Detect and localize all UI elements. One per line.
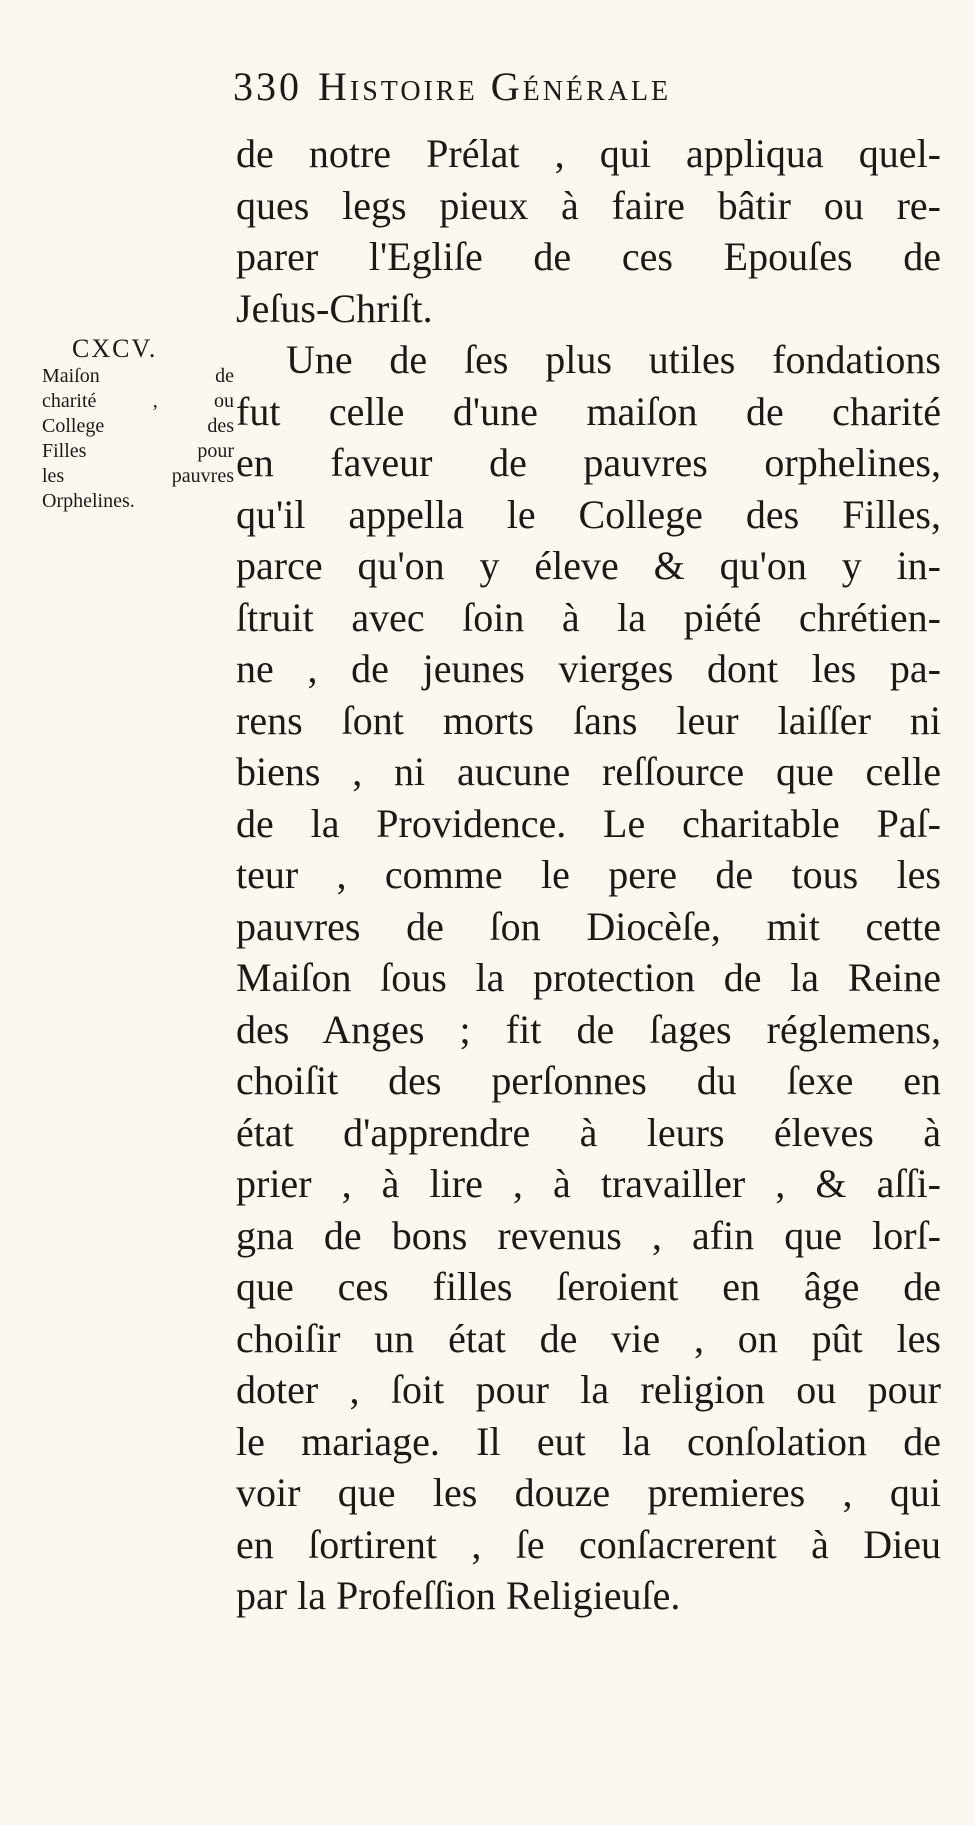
text-line: rens ſont morts ſans leur laiſſer ni <box>236 697 941 743</box>
text-line: biens , ni aucune reſſource que celle <box>236 749 941 794</box>
text-line: le mariage. Il eut la conſolation de <box>236 1418 941 1464</box>
text-line: état d'apprendre à leurs éleves à <box>236 1109 941 1155</box>
text-line: de notre Prélat , qui appliqua quel- <box>236 131 941 176</box>
text-line: de la Providence. Le charitable Paſ- <box>236 800 941 846</box>
margin-note-line: les pauvres <box>42 465 234 487</box>
margin-note-line: Maiſon de <box>42 365 234 387</box>
text-line: ſtruit avec ſoin à la piété chrétien- <box>236 594 941 640</box>
margin-note-line: College des <box>42 415 234 437</box>
running-title: Histoire Générale <box>318 64 672 109</box>
text-line: pauvres de ſon Diocèſe, mit cette <box>236 903 941 949</box>
text-line: en ſortirent , ſe conſacrerent à Dieu <box>236 1521 941 1567</box>
page-header <box>233 62 953 112</box>
text-line: choiſir un état de vie , on pût les <box>236 1315 941 1361</box>
text-line: Jeſus-Chriſt. <box>236 285 433 331</box>
text-line: prier , à lire , à travailler , & aſſi- <box>236 1161 941 1206</box>
text-line: par la Profeſſion Religieuſe. <box>236 1573 681 1618</box>
text-line: doter , ſoit pour la religion ou pour <box>236 1367 941 1412</box>
margin-note-line: Orphelines. <box>42 490 135 512</box>
text-line: Maiſon ſous la protection de la Reine <box>236 955 941 1000</box>
text-line: parce qu'on y éleve & qu'on y in- <box>236 543 941 588</box>
text-line: voir que les douze premieres , qui <box>236 1470 941 1515</box>
text-line: Une de ſes plus utiles fondations <box>286 337 941 382</box>
text-line: fut celle d'une maiſon de charité <box>236 388 941 434</box>
text-line: ne , de jeunes vierges dont les pa- <box>236 646 941 691</box>
text-line: des Anges ; fit de ſages réglemens, <box>236 1006 941 1052</box>
text-line: gna de bons revenus , afin que lorſ- <box>236 1212 941 1258</box>
margin-note-line: Filles pour <box>42 440 234 462</box>
text-line: parer l'Egliſe de ces Epouſes de <box>236 234 941 279</box>
margin-note <box>42 334 234 514</box>
margin-note-line: charité , ou <box>42 390 234 412</box>
text-line: choiſit des perſonnes du ſexe en <box>236 1058 941 1103</box>
text-line: qu'il appella le College des Filles, <box>236 491 941 537</box>
body-text <box>236 128 941 1622</box>
margin-note-number: CXCV. <box>72 334 158 363</box>
text-line: ques legs pieux à faire bâtir ou re- <box>236 182 941 228</box>
text-line: en faveur de pauvres orphelines, <box>236 440 941 485</box>
text-line: que ces filles ſeroient en âge de <box>236 1264 941 1309</box>
page-number: 330 <box>233 64 302 109</box>
text-line: teur , comme le pere de tous les <box>236 852 941 897</box>
